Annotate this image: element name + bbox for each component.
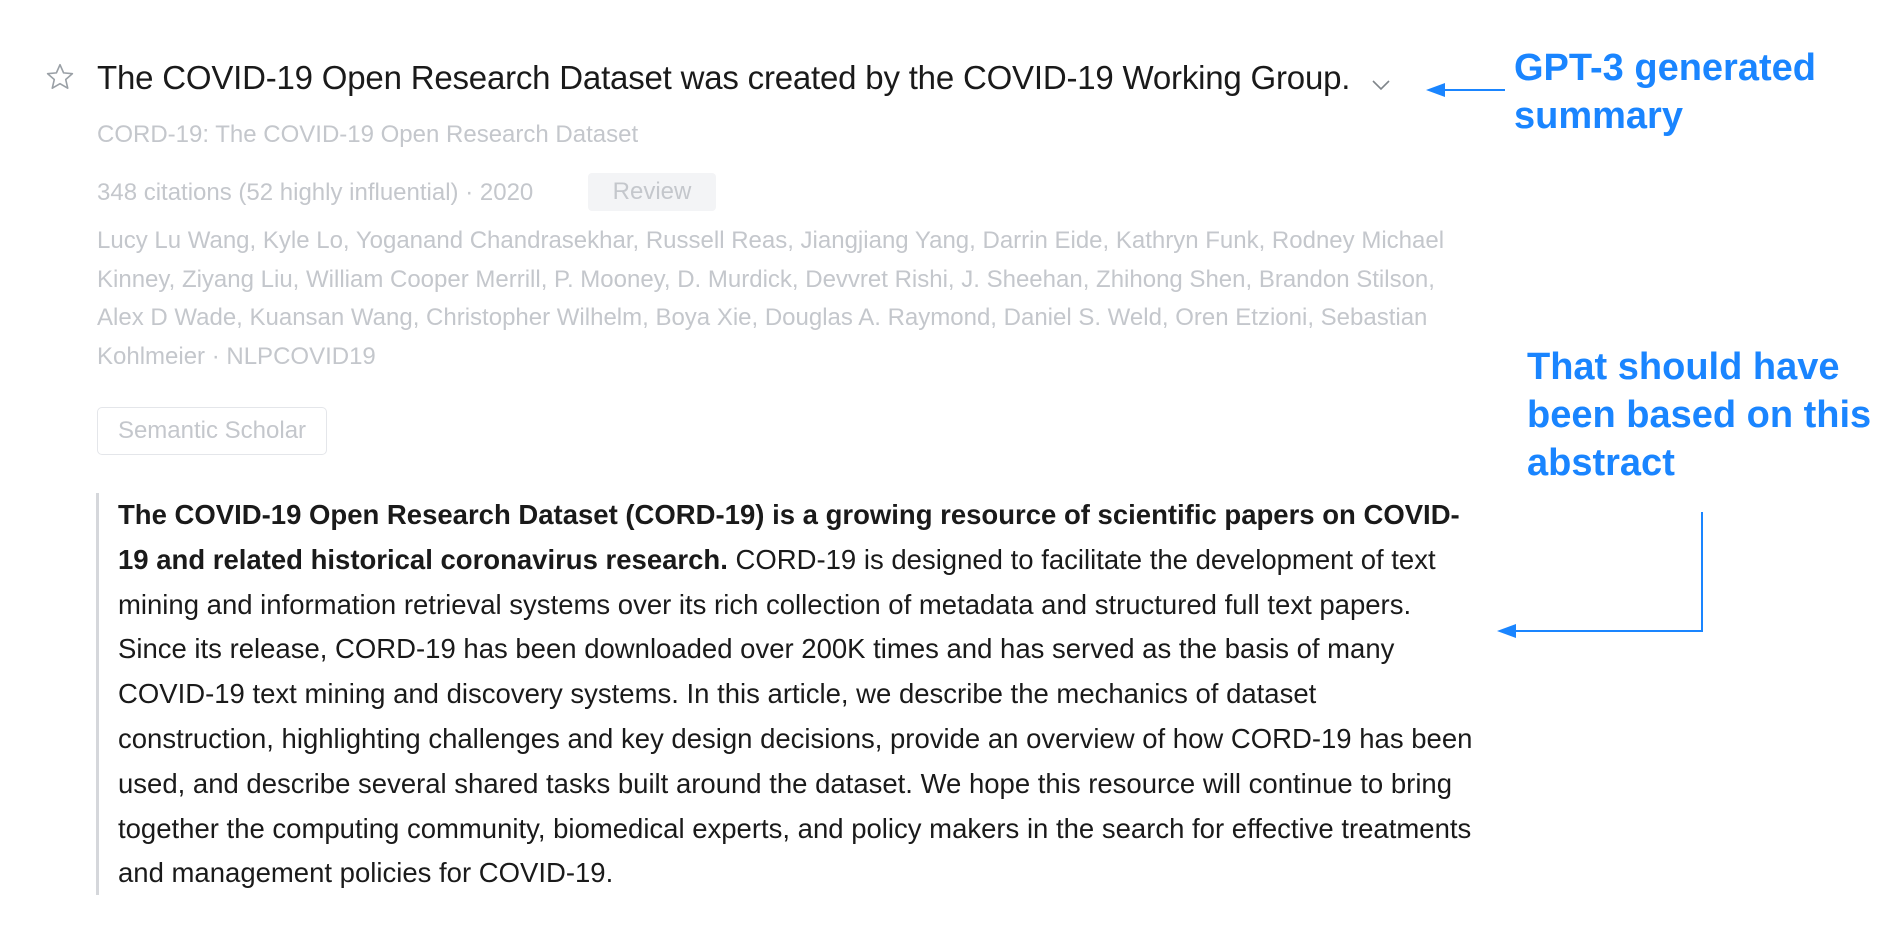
arrow-to-summary (1426, 83, 1505, 97)
paper-title[interactable]: CORD-19: The COVID-19 Open Research Dataset (97, 121, 639, 148)
arrow-to-abstract (1497, 512, 1702, 638)
annotation-gpt-summary: GPT-3 generated summary (1514, 47, 1816, 137)
review-badge: Review (588, 173, 716, 211)
abstract-lead: The COVID-19 Open Research Dataset (CORD-19) is a growing resource of scientific papers on COVID-19 and related historical coronavirus research. (118, 499, 1460, 575)
citation-meta: 348 citations (52 highly influential) · 2020 (97, 179, 534, 206)
annotation-abstract: That should have been based on this abstract (1527, 346, 1872, 484)
star-icon[interactable] (44, 61, 76, 93)
abstract (96, 493, 1476, 895)
chevron-down-icon[interactable] (1370, 78, 1392, 92)
semantic-scholar-button[interactable]: Semantic Scholar (97, 407, 327, 455)
abstract-body: CORD-19 is designed to facilitate the development of text mining and information retrieval systems over its rich collection of metadata and structured full text papers. Since its release, CORD-19 has been downloaded over 200K times and has served as the basis of many COVID-19 text mining and discovery systems. In this article, we describe the mechanics of dataset construction, highlighting challenges and key design decisions, provide an overview of how CORD-19 has been used, and describe several shared tasks built around the dataset. We hope this resource will continue to bring together the computing community, biomedical experts, and policy makers in the search for effective treatments and management policies for COVID-19. (118, 543, 1473, 889)
author-list: Lucy Lu Wang, Kyle Lo, Yoganand Chandrasekhar, Russell Reas, Jiangjiang Yang, Darrin Eide, Kathryn Funk, Rodney Michael Kinney, Ziyang Liu, William Cooper Merrill, P. Mooney, D. Murdick, Devvret Rishi, J. Sheehan, Zhihong Shen, Brandon Stilson, Alex D Wade, Kuansan Wang, Christopher Wilhelm, Boya Xie, Douglas A. Raymond, Daniel S. Weld, Oren Etzioni, Sebastian Kohlmeier · NLPCOVID19 (97, 227, 1445, 370)
summary-title[interactable]: The COVID-19 Open Research Dataset was created by the COVID-19 Working Group. (97, 59, 1351, 96)
